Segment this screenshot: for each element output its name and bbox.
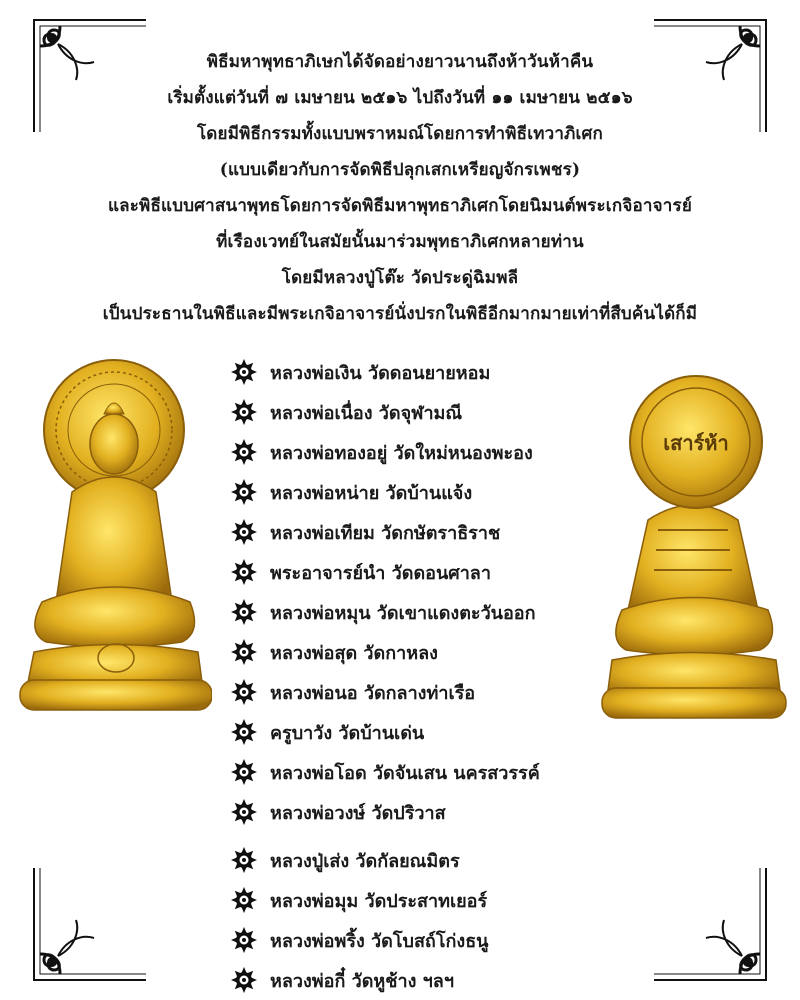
list-item [230, 552, 590, 592]
intro-line: พิธีมหาพุทธาภิเษกได้จัดอย่างยาวนานถึงห้าวันห้าคืน [206, 52, 594, 72]
intro-line: ที่เรืองเวทย์ในสมัยนั้นมาร่วมพุทธาภิเศกหลายท่าน [216, 232, 584, 252]
ceremony-description [0, 44, 800, 332]
monk-name: หลวงพ่อเงิน วัดดอนยายหอม [270, 362, 491, 384]
corner-ornament-bottom-left [30, 864, 150, 984]
monk-name: หลวงพ่อโอด วัดจันเสน นครสวรรค์ [270, 762, 540, 784]
dharma-wheel-icon [230, 678, 258, 706]
dharma-wheel-icon [230, 846, 258, 874]
list-item [230, 752, 590, 792]
monk-name: หลวงพ่อกี๋ วัดหูช้าง ฯลฯ [270, 970, 454, 992]
list-item [230, 712, 590, 752]
dharma-wheel-icon [230, 518, 258, 546]
monk-name: หลวงพ่อพริ้ง วัดโบสถ์โก่งธนู [270, 930, 489, 952]
monk-name: หลวงพ่อเนื่อง วัดจุฬามณี [270, 402, 463, 424]
dharma-wheel-icon [230, 358, 258, 386]
list-item [230, 512, 590, 552]
monk-name: หลวงพ่อหมุน วัดเขาแดงตะวันออก [270, 602, 536, 624]
dharma-wheel-icon [230, 638, 258, 666]
monk-name: ครูบาวัง วัดบ้านเด่น [270, 722, 425, 744]
list-item [230, 672, 590, 712]
monk-name: พระอาจารย์นำ วัดดอนศาลา [270, 562, 491, 584]
monk-name: หลวงปู่เส่ง วัดกัลยณมิตร [270, 850, 460, 872]
amulet-front-image [12, 352, 212, 720]
filigree-corner-icon [30, 864, 150, 984]
list-item [230, 432, 590, 472]
monk-name: หลวงพ่อนอ วัดกลางท่าเรือ [270, 682, 476, 704]
intro-line: เป็นประธานในพิธีและมีพระเกจิอาจารย์นั่งปรกในพิธีอีกมากมายเท่าที่สืบค้นได้ก็มี [102, 304, 698, 324]
monk-name: หลวงพ่อทองอยู่ วัดใหม่หนองพะอง [270, 442, 533, 464]
list-item [230, 592, 590, 632]
list-item [230, 632, 590, 672]
list-item [230, 960, 590, 1000]
monk-name: หลวงพ่อมุม วัดประสาทเยอร์ [270, 890, 488, 912]
monk-name: หลวงพ่อวงษ์ วัดปริวาส [270, 802, 446, 824]
intro-line: และพิธีแบบศาสนาพุทธโดยการจัดพิธีมหาพุทธาภิเศกโดยนิมนต์พระเกจิอาจารย์ [107, 196, 693, 216]
dharma-wheel-icon [230, 438, 258, 466]
list-item [230, 840, 590, 880]
list-item [230, 880, 590, 920]
dharma-wheel-icon [230, 758, 258, 786]
dharma-wheel-icon [230, 558, 258, 586]
intro-line: โดยมีพิธีกรรมทั้งแบบพราหมณ์โดยการทำพิธีเทวาภิเศก [196, 124, 604, 144]
dharma-wheel-icon [230, 478, 258, 506]
dharma-wheel-icon [230, 718, 258, 746]
corner-ornament-bottom-right [650, 864, 770, 984]
monk-name: หลวงพ่อสุด วัดกาหลง [270, 642, 438, 664]
dharma-wheel-icon [230, 966, 258, 994]
list-item [230, 352, 590, 392]
amulet-back-image [598, 370, 788, 720]
dharma-wheel-icon [230, 798, 258, 826]
dharma-wheel-icon [230, 886, 258, 914]
list-item [230, 472, 590, 512]
amulet-inscription: เสาร์ห้า [663, 431, 729, 455]
filigree-corner-icon [650, 864, 770, 984]
intro-line: เริ่มตั้งแต่วันที่ ๗ เมษายน ๒๕๑๖ ไปถึงวันที่ ๑๑ เมษายน ๒๕๑๖ [167, 88, 633, 108]
dharma-wheel-icon [230, 598, 258, 626]
list-item [230, 792, 590, 832]
monk-name: หลวงพ่อหน่าย วัดบ้านแจ้ง [270, 482, 473, 504]
intro-line: (แบบเดียวกับการจัดพิธีปลุกเสกเหรียญจักรเพชร) [219, 160, 581, 180]
list-item [230, 920, 590, 960]
dharma-wheel-icon [230, 398, 258, 426]
monk-name: หลวงพ่อเทียม วัดกษัตราธิราช [270, 522, 501, 544]
intro-line: โดยมีหลวงปู่โต๊ะ วัดประดู่ฉิมพลี [281, 268, 519, 288]
dharma-wheel-icon [230, 926, 258, 954]
monk-list [230, 352, 590, 1000]
list-item [230, 392, 590, 432]
